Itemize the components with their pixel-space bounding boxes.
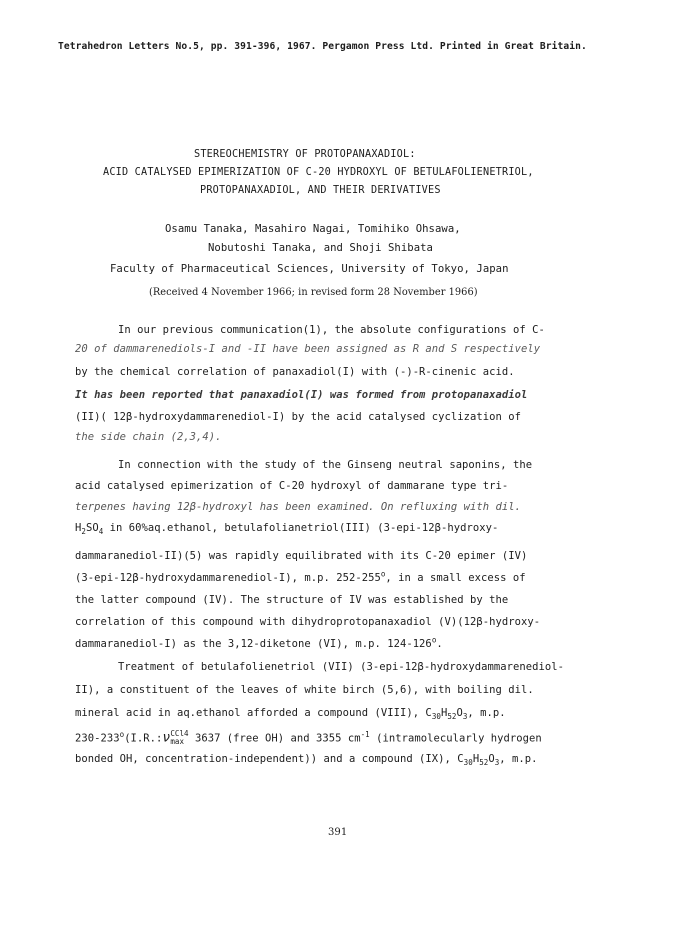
body-line: dammaranediol-II)(5) was rapidly equilibrated with its C-20 epimer (IV) — [75, 550, 528, 562]
text-part: bonded OH, concentration-independent)) and a compound (IX), C — [75, 753, 464, 765]
text-part: 3637 (free OH) and 3355 cm — [188, 732, 361, 745]
running-header: Tetrahedron Letters No.5, pp. 391-396, 1967. Pergamon Press Ltd. Printed in Great Britain. — [58, 41, 587, 52]
formula-part: H — [472, 753, 480, 765]
body-line: In our previous communication(1), the absolute configurations of C- — [118, 324, 545, 336]
body-line: the side chain (2,3,4). — [75, 431, 222, 443]
ir-conditions — [170, 730, 188, 745]
text-part: mineral acid in aq.ethanol afforded a compound (VIII), C — [75, 707, 432, 719]
formula-part: H — [440, 707, 448, 719]
text-part: 230-233 — [75, 732, 120, 745]
text-part: (intramolecularly hydrogen — [369, 732, 542, 745]
formula-subscript: 2 — [81, 527, 86, 537]
body-line: II), a constituent of the leaves of white birch (5,6), with boiling dil. — [75, 684, 534, 696]
body-line: by the chemical correlation of panaxadiol(I) with (-)-R-cinenic acid. — [75, 366, 515, 378]
body-line: Treatment of betulafolienetriol (VII) (3-epi-12β-hydroxydammarenediol- — [118, 661, 565, 673]
formula-subscript: 52 — [479, 758, 489, 768]
formula-subscript: 52 — [447, 712, 457, 722]
body-line — [75, 569, 526, 584]
body-line: It has been reported that panaxadiol(I) was formed from protopanaxadiol — [75, 389, 528, 401]
formula-part: H — [75, 522, 82, 534]
authors-line-2: Nobutoshi Tanaka, and Shoji Shibata — [208, 242, 433, 254]
body-line — [75, 522, 499, 537]
article-title-line-1: STEREOCHEMISTRY OF PROTOPANAXADIOL: — [194, 149, 416, 160]
text-part: . — [436, 638, 443, 650]
authors-line-1: Osamu Tanaka, Masahiro Nagai, Tomihiko Ohsawa, — [165, 223, 461, 235]
text-part: (3-epi-12β-hydroxydammarenediol-I), m.p. 252-255 — [75, 572, 381, 584]
text-part: in 60%aq.ethanol, betulafolianetriol(III) (3-epi-12β-hydroxy- — [103, 522, 499, 534]
formula-subscript: 4 — [98, 527, 104, 537]
formula-subscript: 3 — [462, 712, 468, 722]
text-part: , in a small excess of — [385, 572, 526, 584]
degree-sign: o — [431, 635, 437, 645]
formula-part: O — [456, 707, 463, 719]
body-line — [75, 635, 443, 650]
body-line: the latter compound (IV). The structure of IV was established by the — [75, 594, 509, 606]
body-line: correlation of this compound with dihydroprotopanaxadiol (V)(12β-hydroxy- — [75, 616, 541, 628]
unit-exponent: -1 — [360, 730, 370, 739]
degree-sign: o — [380, 569, 386, 579]
text-part: , m.p. — [499, 753, 538, 765]
body-line: (II)( 12β-hydroxydammarenediol-I) by the acid catalysed cyclization of — [75, 411, 522, 423]
text-part: dammaranediol-I) as the 3,12-diketone (VI), m.p. 124-126 — [75, 638, 432, 650]
body-line — [75, 707, 506, 722]
article-title-line-3: PROTOPANAXADIOL, AND THEIR DERIVATIVES — [200, 185, 441, 196]
formula-part: SO — [85, 522, 99, 534]
text-part: , m.p. — [467, 707, 506, 719]
formula-part: O — [488, 753, 495, 765]
affiliation: Faculty of Pharmaceutical Sciences, University of Tokyo, Japan — [110, 263, 509, 275]
body-line: In connection with the study of the Ginseng neutral saponins, the — [118, 459, 533, 471]
body-line — [75, 753, 538, 768]
nu-symbol: ν — [162, 730, 171, 746]
degree-sign: o — [119, 730, 125, 739]
solvent-label: CCl4 — [170, 729, 189, 738]
max-label: max — [170, 736, 185, 746]
body-line: 20 of dammarenediols-I and -II have been assigned as R and S respectively — [75, 343, 541, 355]
body-line: terpenes having 12β-hydroxyl has been examined. On refluxing with dil. — [75, 501, 522, 513]
formula-subscript: 30 — [431, 712, 441, 722]
text-part: (I.R.: — [124, 732, 163, 745]
formula-subscript: 3 — [494, 758, 500, 768]
body-line: acid catalysed epimerization of C-20 hydroxyl of dammarane type tri- — [75, 480, 509, 492]
page-number: 391 — [328, 827, 348, 838]
formula-subscript: 30 — [463, 758, 473, 768]
received-dates: (Received 4 November 1966; in revised form 28 November 1966) — [149, 287, 478, 298]
article-title-line-2: ACID CATALYSED EPIMERIZATION OF C-20 HYDROXYL OF BETULAFOLIENETRIOL, — [103, 167, 534, 178]
body-line — [75, 731, 542, 746]
